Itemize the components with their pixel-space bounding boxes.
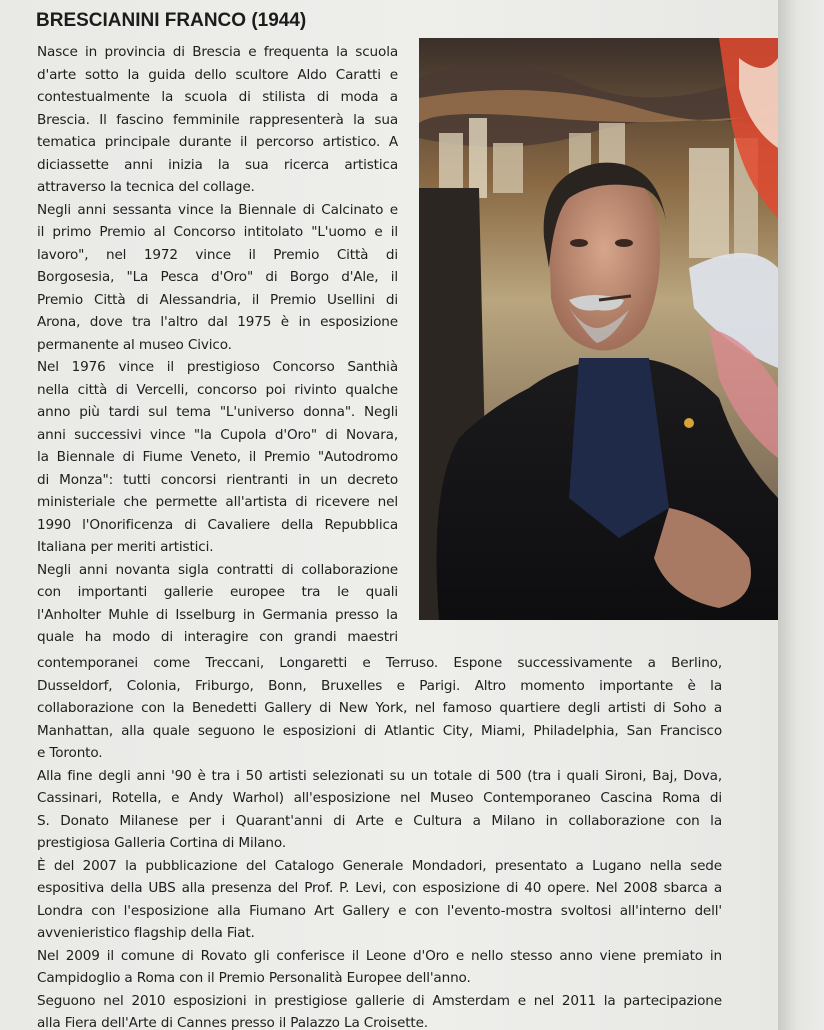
text-line: Arona, dove tra l'altro dal 1975 è in esposizione xyxy=(37,314,398,330)
text-line: Alla fine degli anni '90 è tra i 50 artisti selezionati su un totale di 500 (tra i quali Sironi, Baj, Dova, xyxy=(37,767,722,784)
text-line: prestigiosa Galleria Cortina di Milano. xyxy=(37,835,286,851)
text-line: d'arte sotto la guida dello scultore Aldo Caratti e xyxy=(37,66,398,83)
text-line: permanente al museo Civico. xyxy=(37,336,232,353)
text-line: S. Donato Milanese per i Quarant'anni di Arte e Cultura a Milano in collaborazione con la xyxy=(37,812,722,829)
text-line: Dusseldorf, Colonia, Friburgo, Bonn, Bruxelles e Parigi. Altro momento importante è la xyxy=(37,677,722,694)
text-line: lavoro", nel 1972 vince il Premio Città di xyxy=(37,246,398,263)
text-line: avvenieristico flagship della Fiat. xyxy=(37,925,255,941)
text-line: anno più tardi sul tema "L'universo donna". Negli xyxy=(37,404,398,420)
biography-text-narrow xyxy=(37,41,398,649)
text-line: anni successivi vince "la Cupola d'Oro" di Novara, xyxy=(37,426,398,443)
text-line: nella città di Vercelli, concorso poi rivinto qualche xyxy=(37,381,398,398)
text-line: contemporanei come Treccani, Longaretti e Terruso. Espone successivamente a Berlino, xyxy=(37,655,722,671)
text-line: È del 2007 la pubblicazione del Catalogo Generale Mondadori, presentato a Lugano nella sede xyxy=(37,857,722,874)
text-line: Manhattan, alla quale seguono le esposizioni di Atlantic City, Miami, Philadelphia, San Francisco xyxy=(37,722,722,739)
text-line: collaborazione con la Benedetti Gallery di New York, nel famoso quartiere degli artisti di Soho a xyxy=(37,700,722,716)
text-line: diciassette anni inizia la sua ricerca artistica xyxy=(37,156,398,173)
text-line: Nasce in provincia di Brescia e frequenta la scuola xyxy=(37,44,398,60)
biography-text-wide xyxy=(37,652,722,1030)
text-line: Campidoglio a Roma con il Premio Personalità Europee dell'anno. xyxy=(37,970,471,986)
text-line: la Biennale di Fiume Veneto, il Premio "Autodromo xyxy=(37,449,398,465)
text-line: il primo Premio al Concorso intitolato "L'uomo e il xyxy=(37,224,398,240)
text-line: tematica principale durante il percorso artistico. A xyxy=(37,134,398,150)
text-line: quale ha modo di interagire con grandi maestri xyxy=(37,629,398,645)
text-line: e Toronto. xyxy=(37,745,103,761)
text-line: con importanti gallerie europee tra le quali xyxy=(37,584,398,600)
text-line: di Monza": tutti concorsi rientranti in un decreto xyxy=(37,471,398,488)
text-line: espositiva della UBS alla presenza del Prof. P. Levi, con esposizione di 40 opere. Nel 2008 sbarca a xyxy=(37,880,722,896)
text-line: contestualmente la scuola di stilista di moda a xyxy=(37,89,398,105)
portrait-illustration xyxy=(419,38,778,620)
text-line: Nel 1976 vince il prestigioso Concorso Santhià xyxy=(37,359,398,375)
text-line: 1990 l'Onorificenza di Cavaliere della Repubblica xyxy=(37,516,398,533)
text-line: Seguono nel 2010 esposizioni in prestigiose gallerie di Amsterdam e nel 2011 la partecipazione xyxy=(37,992,722,1009)
text-line: Nel 2009 il comune di Rovato gli conferisce il Leone d'Oro e nello stesso anno viene premiato in xyxy=(37,947,722,964)
text-line: Borgosesia, "La Pesca d'Oro" di Borgo d'Ale, il xyxy=(37,269,398,285)
text-line: Negli anni novanta sigla contratti di collaborazione xyxy=(37,561,398,578)
text-line: Cassinari, Rotella, e Andy Warhol) all'esposizione nel Museo Contemporaneo Cascina Roma di xyxy=(37,790,722,806)
text-line: l'Anholter Muhle di Isselburg in Germania presso la xyxy=(37,606,398,623)
artist-portrait-photo xyxy=(419,38,778,620)
text-line: alla Fiera dell'Arte di Cannes presso il Palazzo La Croisette. xyxy=(37,1015,428,1030)
text-line: ministeriale che permette all'artista di ricevere nel xyxy=(37,494,398,510)
text-line: Londra con l'esposizione alla Fiumano Art Gallery e con l'evento-mostra svoltosi all'interno dell' xyxy=(37,902,722,919)
text-line: Premio Città di Alessandria, il Premio Usellini di xyxy=(37,291,398,308)
page-title: BRESCIANINI FRANCO (1944) xyxy=(36,10,307,31)
text-line: Brescia. Il fascino femminile rappresenterà la sua xyxy=(37,111,398,128)
text-line: Negli anni sessanta vince la Biennale di Calcinato e xyxy=(37,201,398,218)
page-fold-edge xyxy=(778,0,824,1030)
text-line: attraverso la tecnica del collage. xyxy=(37,179,255,195)
text-line: Italiana per meriti artistici. xyxy=(37,539,214,555)
